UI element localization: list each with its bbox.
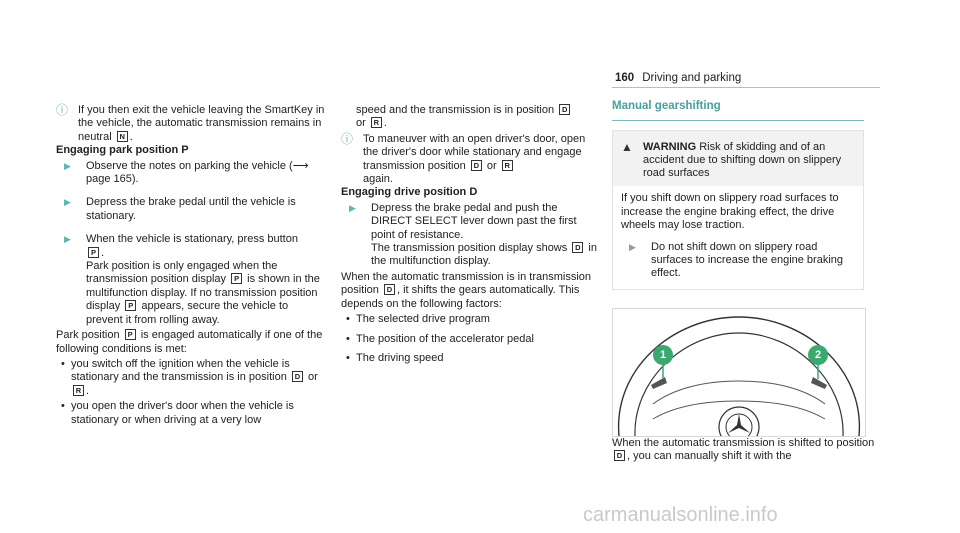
page-header	[615, 72, 741, 84]
watermark: carmanualsonline.info	[583, 504, 778, 526]
warning-box: ▲ WARNING Risk of skidding and of an accident due to shifting down on slippery road surfaces If you shift down on slippery road surfaces to increase the engine braking effect, the drive wheels may lose traction. ▶ Do not shift down on slippery road surfaces to increase the engine braking effect.	[612, 130, 864, 289]
step-2: ▶ Depress the brake pedal until the vehicle is stationary.	[56, 196, 326, 223]
note-text: If you then exit the vehicle leaving the SmartKey in the vehicle, the automatic transmission remains in neutral N .	[78, 104, 325, 143]
gear-symbol: N	[117, 131, 128, 142]
warning-step: Do not shift down on slippery road surfaces to increase the engine braking effect.	[651, 240, 844, 280]
step-arrow-icon: ▶	[64, 160, 71, 171]
step-arrow-icon: ▶	[349, 202, 356, 213]
gear-symbol: D	[572, 242, 583, 253]
drive-factors-text: When the automatic transmission is in transmission position D , it shifts the gears automatically. This depends on the following factors:	[341, 270, 592, 310]
step-drive: ▶ Depress the brake pedal and push the DIRECT SELECT lever down past the first point of resistance. The transmission position display shows D in the multifunction display.	[341, 202, 599, 269]
gear-symbol: R	[371, 117, 382, 128]
section-title: Manual gearshifting	[612, 100, 721, 112]
note-maneuver: ⓘ To maneuver with an open driver's door, open the driver's door while stationary and engage transmission position D or R again.	[341, 131, 586, 186]
info-icon: ⓘ	[56, 103, 69, 117]
page-number: 160	[615, 72, 635, 84]
list-item: • The selected drive program	[346, 313, 490, 326]
column-2	[341, 104, 599, 365]
header-rule	[612, 87, 880, 88]
title-rule	[612, 120, 864, 121]
gear-symbol: R	[502, 160, 513, 171]
warning-icon: ▲	[621, 140, 633, 155]
step-arrow-icon: ▶	[629, 241, 636, 252]
gear-symbol: D	[471, 160, 482, 171]
cross-reference-arrow-icon: ⟶	[292, 159, 309, 172]
heading-park: Engaging park position P	[56, 144, 189, 157]
gear-symbol: P	[125, 300, 136, 311]
warning-label: WARNING	[643, 141, 697, 154]
warning-body: If you shift down on slippery road surfaces to increase the engine braking effect, the drive wheels may lose traction.	[621, 192, 839, 232]
step-arrow-icon: ▶	[64, 197, 71, 208]
column-3	[612, 100, 880, 464]
step-3: ▶ When the vehicle is stationary, press button P . Park position is only engaged when the transmission position display P is shown in the multifunction display. If no transmission position display P appears, secure the vehicle to prevent it from rolling away.	[56, 233, 326, 327]
continued-text: speed and the transmission is in position D or R .	[341, 104, 599, 131]
heading-drive: Engaging drive position D	[341, 186, 478, 199]
list-item: • you switch off the ignition when the vehicle is stationary and the transmission is in position D or R .	[61, 357, 318, 397]
section-name: Driving and parking	[642, 72, 742, 84]
gear-symbol: D	[559, 104, 570, 115]
column-1	[56, 104, 326, 427]
callout-1: 1	[653, 345, 673, 365]
list-item: • The driving speed	[346, 351, 444, 364]
gear-symbol: D	[614, 450, 625, 461]
gear-symbol: D	[384, 284, 395, 295]
steering-wheel-illustration	[613, 309, 865, 436]
park-conditions-text: Park position P is engaged automatically if one of the following conditions is met:	[56, 329, 323, 355]
gear-symbol: P	[231, 273, 242, 284]
note-neutral	[56, 104, 326, 144]
list-item: • you open the driver's door when the vehicle is stationary or when driving at a very low	[61, 400, 294, 426]
gear-symbol: R	[73, 385, 84, 396]
manual-shift-text: When the automatic transmission is shifted to position D , you can manually shift it with the	[612, 436, 875, 463]
gear-symbol: P	[88, 247, 99, 258]
gear-symbol: P	[125, 329, 136, 340]
info-icon: ⓘ	[341, 131, 354, 146]
step-arrow-icon: ▶	[64, 234, 71, 245]
step-1: ▶ Observe the notes on parking the vehicle (⟶ page 165).	[56, 160, 326, 187]
steering-wheel-figure	[612, 308, 866, 437]
list-item: • The position of the accelerator pedal	[346, 332, 534, 345]
callout-2: 2	[808, 345, 828, 365]
gear-symbol: D	[292, 371, 303, 382]
